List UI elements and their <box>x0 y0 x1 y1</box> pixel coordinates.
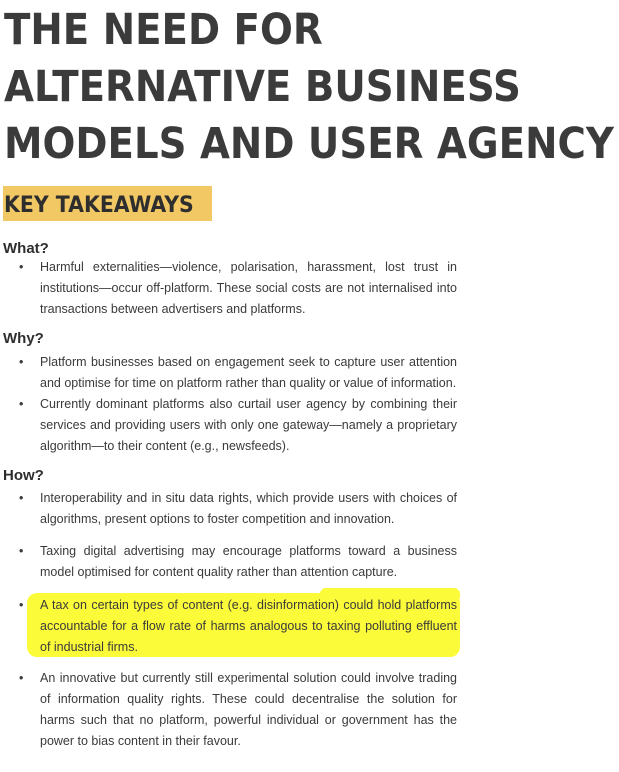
page-title <box>4 2 614 173</box>
list-item-highlighted <box>19 595 457 658</box>
title-line-2: ALTERNATIVE BUSINESS <box>4 62 521 112</box>
bullet-icon: • <box>19 598 24 612</box>
list-item <box>19 488 457 530</box>
list-item-text: A tax on certain types of content (e.g. disinformation) could hold platforms accountable for a flow rate of harms analogous to taxing polluting effluent of industrial firms. <box>40 598 457 654</box>
list-item-text: An innovative but currently still experimental solution could involve trading of information quality rights. These could decentralise the solution for harms such that no platform, powerful individual or government has the power to bias content in their favour. <box>40 671 457 748</box>
list-item <box>19 394 457 457</box>
bullet-icon: • <box>19 355 24 369</box>
list-item <box>19 352 457 394</box>
list-item <box>19 668 457 752</box>
bullet-icon: • <box>19 397 24 411</box>
list-item-text: Taxing digital advertising may encourage platforms toward a business model optimised for content quality rather than attention capture. <box>40 544 457 579</box>
title-line-3: MODELS AND USER AGENCY <box>4 119 614 169</box>
key-takeaways-heading: KEY TAKEAWAYS <box>4 193 194 218</box>
section-heading-why: Why? <box>3 330 44 347</box>
section-heading-how: How? <box>3 467 44 484</box>
bullet-icon: • <box>19 544 24 558</box>
bullet-icon: • <box>19 260 24 274</box>
bullet-icon: • <box>19 671 24 685</box>
title-line-1: THE NEED FOR <box>4 5 323 55</box>
section-heading-what: What? <box>3 240 49 257</box>
list-item-text: Currently dominant platforms also curtail user agency by combining their services and providing users with only one gateway—namely a proprietary algorithm—to their content (e.g., newsfeeds). <box>40 397 457 453</box>
list-item-text: Interoperability and in situ data rights, which provide users with choices of algorithms, present options to foster competition and innovation. <box>40 491 457 526</box>
bullet-icon: • <box>19 491 24 505</box>
list-item-text: Harmful externalities—violence, polarisation, harassment, lost trust in institutions—occur off-platform. These social costs are not internalised into transactions between advertisers and platforms. <box>40 260 457 316</box>
list-item <box>19 541 457 583</box>
list-item <box>19 257 457 320</box>
list-item-text: Platform businesses based on engagement seek to capture user attention and optimise for time on platform rather than quality or value of information. <box>40 355 457 390</box>
